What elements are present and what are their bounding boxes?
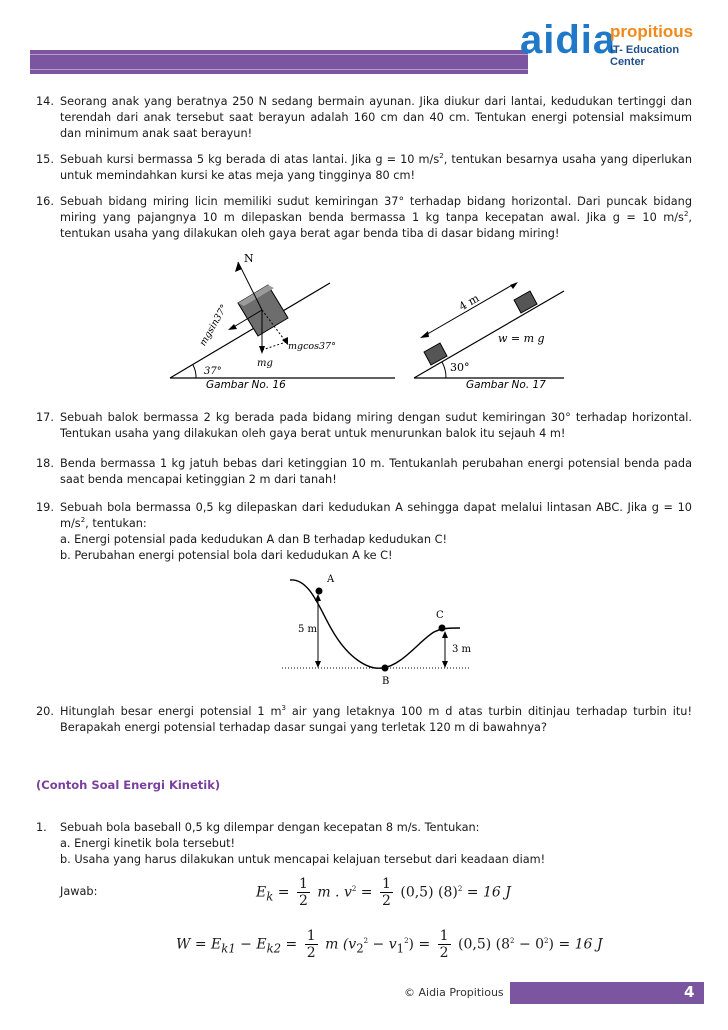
question-15: 15. Sebuah kursi bermassa 5 kg berada di atas lantai. Jika g = 10 $m/s^2$, tentukan besarnya usaha yang diperlukan untuk memindahkan kursi ke atas meja yang tingginya 80 cm!: [36, 152, 692, 182]
figures-16-17: [0, 248, 728, 394]
question-14: 14. Seorang anak yang beratnya 250 N sedang bermain ayunan. Jika diukur dari lantai, kedudukan tertinggi dan terendah dari anak tersebut saat berayun adalah 160 cm dan 40 cm. Tentukan energi potensial maksimum dan minimum anak saat berayun!: [36, 95, 692, 140]
svg-text:3 m: 3 m: [452, 644, 472, 655]
svg-text:N: N: [244, 252, 254, 265]
svg-text:mg: mg: [257, 358, 273, 369]
brand-subtitle: IT- Education Center: [610, 44, 680, 68]
svg-text:37°: 37°: [204, 366, 222, 377]
kinetic-question-1: 1. Sebuah bola baseball 0,5 kg dilempar dengan kecepatan 8 m/s. Tentukan: a. Energi kinetik bola tersebut! b. Usaha yang harus dilakukan untuk mencapai kelajuan tersebut dari keadaan diam! Jawab:: [36, 821, 546, 898]
svg-text:30°: 30°: [450, 361, 470, 374]
equation-kinetic-energy: $E_k$ = $\frac{1}{2}$ m . $v^2$ = $\frac{1}{2}$ (0,5) $(8)^2 = 16$ J: [256, 876, 511, 909]
brand-tagline: propitious: [610, 22, 694, 41]
svg-text:C: C: [436, 610, 444, 621]
question-20: 20. Hitunglah besar energi potensial 1 $m^3$ air yang letaknya 100 m d atas turbin ditinjau terhadap turbin itu! Berapakah energi potensial terhadap dasar sungai yang terletak 120 m di bawahnya?: [36, 704, 692, 734]
header-bar: [30, 50, 528, 74]
question-18: 18. Benda bermassa 1 kg jatuh bebas dari ketinggian 10 m. Tentukanlah perubahan energi potensial benda pada saat benda mencapai ketinggian 2 m dari tanah!: [36, 457, 692, 486]
question-19: 19. Sebuah bola bermassa 0,5 kg dilepaskan dari kedudukan A sehingga dapat melalui lintasan ABC. Jika g = 10 $m/s^2$, tentukan: a. Energi potensial pada kedudukan A dan B terhadap kedudukan C! b. Perubahan energi potensial bola dari kedudukan A ke C!: [36, 501, 692, 562]
question-16: 16. Sebuah bidang miring licin memiliki sudut kemiringan 37° terhadap bidang horizontal. Dari puncak bidang miring yang pajangnya 10 m dilepaskan benda bermassa 1 kg tanpa kecepatan awal. Jika g = 10 $m/s^2$, tentukan usaha yang dilakukan oleh gaya berat agar benda tiba di dasar bidang miring!: [36, 195, 692, 240]
svg-text:A: A: [327, 574, 335, 585]
svg-text:B: B: [382, 676, 390, 687]
page-number: 4: [684, 983, 695, 1001]
copyright-text: © Aidia Propitious: [404, 986, 504, 999]
svg-text:mgsin37°: mgsin37°: [197, 302, 231, 349]
brand-name: aidia: [520, 18, 617, 62]
figure-16-incline: [170, 252, 395, 378]
svg-text:4 m: 4 m: [456, 291, 482, 314]
svg-text:5 m: 5 m: [298, 624, 318, 635]
figure-19-track: [270, 570, 480, 688]
svg-text:w = m g: w = m g: [498, 332, 545, 345]
equation-work: $W = E_{k1} - E_{k2}$ = $\frac{1}{2}$ m $(v_2^2 - v_1^2)$ = $\frac{1}{2}$ (0,5) $(8^2 - 0^2) = 16$ J: [176, 928, 603, 961]
svg-text:mgcos37°: mgcos37°: [288, 341, 336, 352]
footer-bar: [510, 982, 704, 1004]
figure-17-incline: [414, 282, 564, 378]
brand-logo: [520, 18, 710, 74]
figure-17-caption: Gambar No. 17: [466, 379, 546, 391]
question-17: 17. Sebuah balok bermassa 2 kg berada pada bidang miring dengan sudut kemiringan 30° terhadap horizontal. Tentukan usaha yang dilakukan oleh gaya berat untuk menurunkan balok itu sejauh 4 m!: [36, 411, 692, 440]
section-heading: (Contoh Soal Energi Kinetik): [36, 778, 221, 792]
figure-16-caption: Gambar No. 16: [206, 379, 286, 391]
